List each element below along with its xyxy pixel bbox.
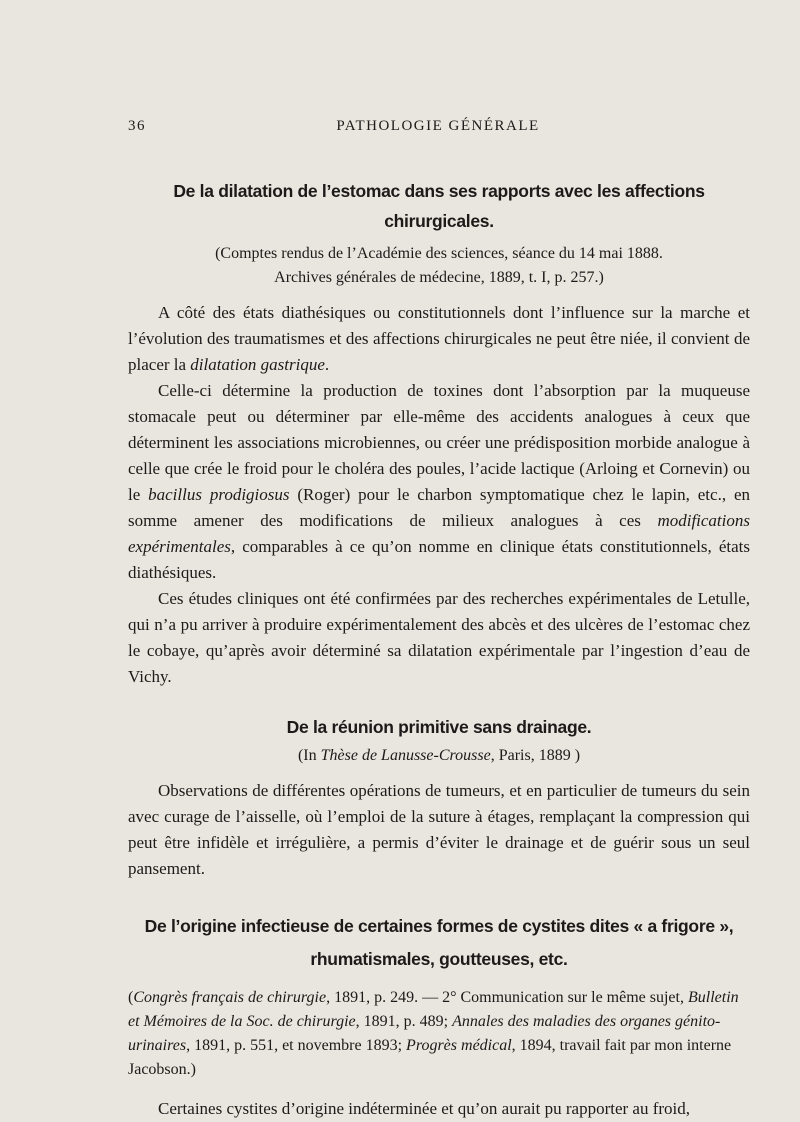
text: ( <box>128 989 134 1006</box>
section-title: De la dilatation de l’estomac dans ses rapports avec les affections chirurgicales. <box>173 181 705 231</box>
text: , 1891, p. 489; <box>355 1013 453 1030</box>
text: , 1891, p. 551, et novembre 1893; <box>186 1037 407 1054</box>
italic-term: Bulletin et Mémoires de la Soc. de chirurgie <box>128 989 739 1030</box>
page-number: 36 <box>128 118 146 134</box>
section-gastric-dilatation <box>128 176 750 690</box>
italic-term: modifications expérimentales <box>128 511 750 556</box>
text: (Roger) pour le charbon symptomatique chez le lapin, etc., en somme amener des modifications de milieux analogues à ces <box>128 485 750 530</box>
section-reference <box>128 242 750 290</box>
section-primary-union <box>128 712 750 882</box>
text: Celle-ci détermine la production de toxines dont l’absorption par la muqueuse stomacale peut ou déterminer par elle-même des accidents analogues à ceux que déterminent les associations microbiennes, ou créer une prédisposition morbide analogue à celle que crée le froid pour le choléra des poules, l’acide lactique (Arloing et Cornevin) ou le <box>128 381 750 504</box>
reference-line: (Comptes rendus de l’Académie des sciences, séance du 14 mai 1888. <box>215 245 663 262</box>
text: A côté des états diathésiques ou constitutionnels dont l’influence sur la marche et l’évolution des traumatismes et des affections chirurgicales ne peut être niée, il convient de placer la <box>128 303 750 374</box>
paragraph <box>128 378 750 586</box>
italic-term: Congrès français de chirurgie <box>133 989 327 1006</box>
text: , Paris, 1889 ) <box>490 747 581 764</box>
paragraph: Ces études cliniques ont été confirmées par des recherches expérimentales de Letulle, qui n’a pu arriver à produire expérimentalement des abcès et des ulcères de l’estomac chez le cobaye, qu’après avoir déterminé sa dilatation expérimentale par l’ingestion d’eau de Vichy. <box>128 589 750 686</box>
paragraph <box>128 300 750 378</box>
italic-term: dilatation gastrique <box>190 355 325 374</box>
text: . <box>324 355 330 374</box>
paragraph: Observations de différentes opérations de tumeurs, et en particulier de tumeurs du sein avec curage de l’aisselle, où l’emploi de la suture à étages, remplaçant la compression qui peut être infidèle et irrégulière, a permis d’éviter le drainage et de guérir sous un seul pansement. <box>128 781 750 878</box>
text: (In <box>297 747 321 764</box>
section-reference <box>128 744 750 768</box>
section-reference <box>128 986 750 1082</box>
running-head: PATHOLOGIE GÉNÉRALE <box>336 118 540 134</box>
section-infectious-cystitis <box>128 910 750 1122</box>
italic-term: Progrès médical <box>406 1037 512 1054</box>
title-line: De l’origine infectieuse de certaines formes de cystites dites « a frigore », <box>144 916 734 936</box>
reference-line: Archives générales de médecine, 1889, t. I, p. 257.) <box>274 269 604 286</box>
page-header <box>128 118 748 142</box>
title-line: rhumatismales, goutteuses, etc. <box>310 949 568 969</box>
italic-term: bacillus prodigiosus <box>148 485 290 504</box>
text: , 1894, travail fait par mon interne Jacobson.) <box>128 1037 732 1078</box>
text: , comparables à ce qu’on nomme en clinique états constitutionnels, états diathésiques. <box>128 537 750 582</box>
section-title <box>128 910 750 976</box>
page-content <box>128 176 750 1122</box>
italic-term: Annales des maladies des organes génito-urinaires <box>128 1013 721 1054</box>
italic-term: Thèse de Lanusse-Crousse <box>320 747 491 764</box>
text: , 1891, p. 249. — 2° Communication sur le même sujet, <box>326 989 688 1006</box>
paragraph: Certaines cystites d’origine indéterminée et qu’on aurait pu rapporter au froid, <box>158 1099 691 1118</box>
section-title: De la réunion primitive sans drainage. <box>286 717 592 737</box>
